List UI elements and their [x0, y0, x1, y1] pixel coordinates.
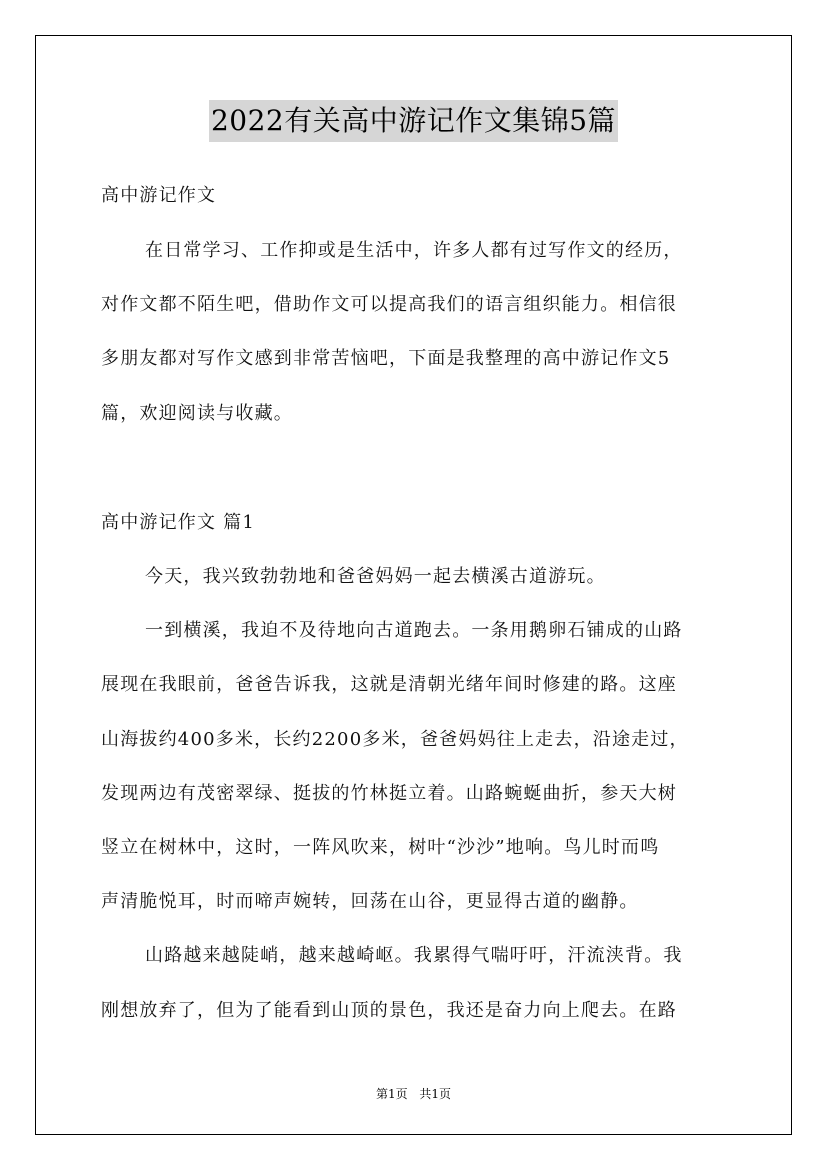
body-line: 展现在我眼前，爸爸告诉我，这就是清朝光绪年间时修建的路。这座 — [101, 674, 677, 695]
title-container — [0, 100, 827, 142]
intro-line: 对作文都不陌生吧，借助作文可以提高我们的语言组织能力。相信很 — [101, 294, 677, 315]
intro-line: 在日常学习、工作抑或是生活中，许多人都有过写作文的经历， — [145, 240, 683, 261]
page-footer — [0, 1085, 827, 1102]
section-heading: 高中游记作文 — [101, 185, 217, 206]
body-line: 发现两边有茂密翠绿、挺拔的竹林挺立着。山路蜿蜒曲折，参天大树 — [101, 783, 677, 804]
body-line: 刚想放弃了，但为了能看到山顶的景色，我还是奋力向上爬去。在路 — [101, 1000, 677, 1021]
intro-line: 多朋友都对写作文感到非常苦恼吧，下面是我整理的高中游记作文5 — [101, 348, 671, 369]
intro-line: 篇，欢迎阅读与收藏。 — [101, 403, 293, 424]
body-line: 声清脆悦耳，时而啼声婉转，回荡在山谷，更显得古道的幽静。 — [101, 891, 639, 912]
document-title: 2022有关高中游记作文集锦5篇 — [209, 100, 618, 142]
body-line: 竖立在树林中，这时，一阵风吹来，树叶“沙沙”地响。鸟儿时而鸣 — [101, 837, 660, 858]
page-total: 共1页 — [419, 1087, 452, 1101]
body-line: 今天，我兴致勃勃地和爸爸妈妈一起去横溪古道游玩。 — [145, 566, 606, 587]
body-line: 一到横溪，我迫不及待地向古道跑去。一条用鹅卵石铺成的山路 — [145, 620, 683, 641]
body-line: 山路越来越陡峭，越来越崎岖。我累得气喘吁吁，汗流浃背。我 — [145, 945, 683, 966]
article-heading: 高中游记作文 篇1 — [101, 512, 255, 533]
body-line: 山海拔约400多米，长约2200多米，爸爸妈妈往上走去，沿途走过， — [101, 729, 689, 750]
page-number: 第1页 — [375, 1087, 408, 1101]
